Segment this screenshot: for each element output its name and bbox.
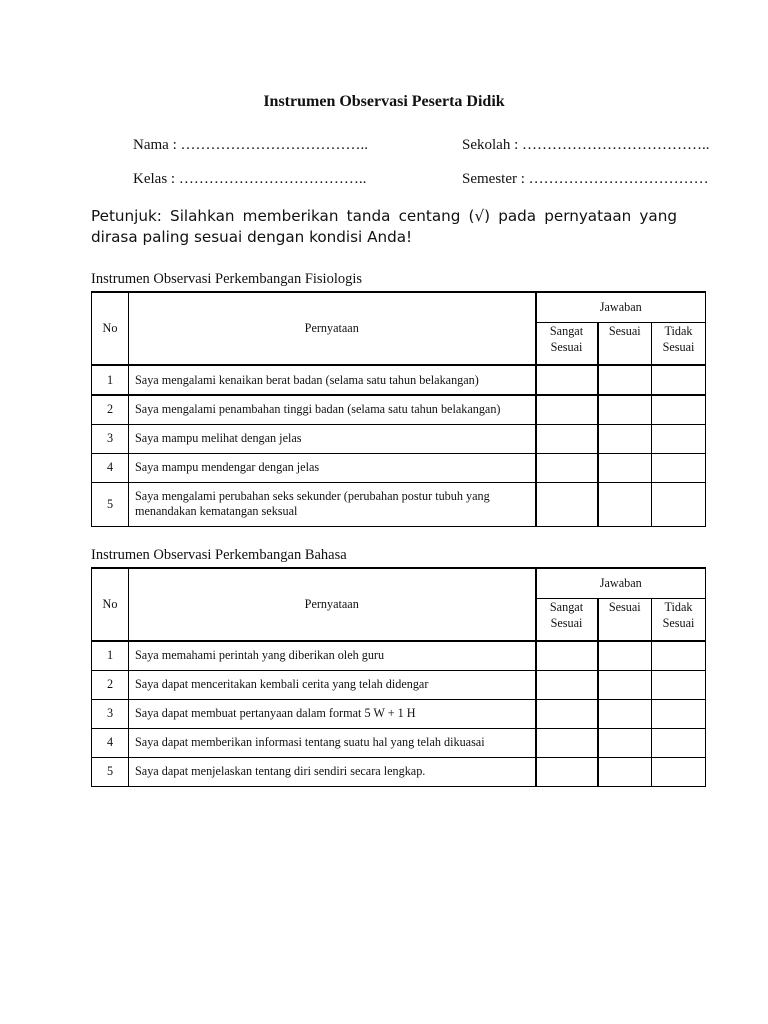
table-bahasa (91, 567, 706, 787)
table-row (92, 641, 706, 670)
answer-box-tidak-sesuai[interactable] (652, 641, 706, 670)
answer-box-sangat-sesuai[interactable] (536, 424, 598, 453)
header-option-sesuai: Sesuai (598, 598, 652, 641)
answer-box-tidak-sesuai[interactable] (652, 670, 706, 699)
section-title-bahasa: Instrumen Observasi Perkembangan Bahasa (91, 547, 347, 563)
row-number: 4 (92, 728, 129, 757)
answer-box-sangat-sesuai[interactable] (536, 641, 598, 670)
row-statement: Saya dapat menceritakan kembali cerita yang telah didengar (129, 670, 536, 699)
answer-box-tidak-sesuai[interactable] (652, 728, 706, 757)
row-statement: Saya mampu melihat dengan jelas (129, 424, 536, 453)
table-fisiologis (91, 291, 706, 527)
table-row (92, 670, 706, 699)
field-kelas: Kelas : ……………………………….. (133, 171, 367, 187)
answer-box-tidak-sesuai[interactable] (652, 395, 706, 424)
answer-box-sangat-sesuai[interactable] (536, 482, 598, 526)
answer-box-tidak-sesuai[interactable] (652, 424, 706, 453)
header-statement: Pernyataan (129, 568, 536, 641)
field-semester: Semester : ……………………………… (462, 171, 709, 187)
table-row (92, 728, 706, 757)
answer-box-sesuai[interactable] (598, 670, 652, 699)
row-number: 3 (92, 699, 129, 728)
answer-box-sesuai[interactable] (598, 699, 652, 728)
answer-box-tidak-sesuai[interactable] (652, 482, 706, 526)
answer-box-sesuai[interactable] (598, 482, 652, 526)
answer-box-sesuai[interactable] (598, 728, 652, 757)
answer-box-sangat-sesuai[interactable] (536, 728, 598, 757)
answer-box-sesuai[interactable] (598, 365, 652, 395)
answer-box-sesuai[interactable] (598, 424, 652, 453)
header-option-tidak-sesuai: Tidak Sesuai (652, 598, 706, 641)
answer-box-sesuai[interactable] (598, 641, 652, 670)
table-row (92, 482, 706, 526)
row-number: 2 (92, 395, 129, 424)
header-no: No (92, 292, 129, 365)
row-statement: Saya dapat membuat pertanyaan dalam format 5 W + 1 H (129, 699, 536, 728)
row-statement: Saya memahami perintah yang diberikan oleh guru (129, 641, 536, 670)
answer-box-tidak-sesuai[interactable] (652, 699, 706, 728)
row-statement: Saya mengalami penambahan tinggi badan (selama satu tahun belakangan) (129, 395, 536, 424)
field-sekolah: Sekolah : ……………………………….. (462, 137, 710, 153)
row-number: 3 (92, 424, 129, 453)
answer-box-tidak-sesuai[interactable] (652, 453, 706, 482)
header-answer: Jawaban (536, 292, 706, 322)
header-option-sesuai: Sesuai (598, 322, 652, 365)
table-row (92, 365, 706, 395)
answer-box-tidak-sesuai[interactable] (652, 365, 706, 395)
table-row (92, 699, 706, 728)
row-statement: Saya mengalami perubahan seks sekunder (perubahan postur tubuh yang menandakan kematangan seksual (129, 482, 536, 526)
row-statement: Saya mengalami kenaikan berat badan (selama satu tahun belakangan) (129, 365, 536, 395)
answer-box-sangat-sesuai[interactable] (536, 365, 598, 395)
header-statement: Pernyataan (129, 292, 536, 365)
table-row (92, 757, 706, 786)
header-answer: Jawaban (536, 568, 706, 598)
answer-box-tidak-sesuai[interactable] (652, 757, 706, 786)
answer-box-sangat-sesuai[interactable] (536, 670, 598, 699)
row-statement: Saya mampu mendengar dengan jelas (129, 453, 536, 482)
row-statement: Saya dapat menjelaskan tentang diri sendiri secara lengkap. (129, 757, 536, 786)
row-number: 4 (92, 453, 129, 482)
section-title-fisiologis: Instrumen Observasi Perkembangan Fisiologis (91, 271, 363, 287)
header-option-sangat-sesuai: Sangat Sesuai (536, 322, 598, 365)
document-title: Instrumen Observasi Peserta Didik (263, 93, 505, 110)
header-option-sangat-sesuai: Sangat Sesuai (536, 598, 598, 641)
row-number: 5 (92, 482, 129, 526)
instruction-text: Petunjuk: Silahkan memberikan tanda centang (√) pada pernyataan yang dirasa paling sesuai dengan kondisi Anda! (91, 207, 677, 246)
answer-box-sangat-sesuai[interactable] (536, 757, 598, 786)
header-option-tidak-sesuai: Tidak Sesuai (652, 322, 706, 365)
table-row (92, 453, 706, 482)
row-number: 1 (92, 641, 129, 670)
row-number: 1 (92, 365, 129, 395)
answer-box-sangat-sesuai[interactable] (536, 395, 598, 424)
field-nama: Nama : ……………………………….. (133, 137, 368, 153)
answer-box-sangat-sesuai[interactable] (536, 699, 598, 728)
answer-box-sangat-sesuai[interactable] (536, 453, 598, 482)
table-row (92, 395, 706, 424)
table-row (92, 424, 706, 453)
row-number: 5 (92, 757, 129, 786)
answer-box-sesuai[interactable] (598, 395, 652, 424)
header-no: No (92, 568, 129, 641)
row-statement: Saya dapat memberikan informasi tentang suatu hal yang telah dikuasai (129, 728, 536, 757)
row-number: 2 (92, 670, 129, 699)
answer-box-sesuai[interactable] (598, 757, 652, 786)
answer-box-sesuai[interactable] (598, 453, 652, 482)
